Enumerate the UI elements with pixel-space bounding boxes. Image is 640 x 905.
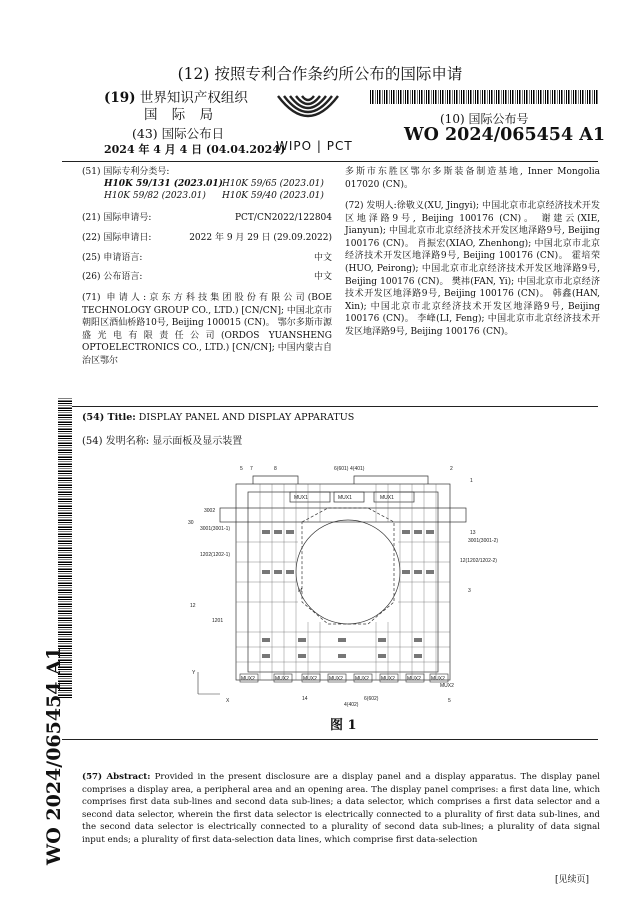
svg-text:1202(1202-1): 1202(1202-1) [200, 552, 231, 558]
continued-label: [见续页] [555, 875, 590, 885]
field-22: (22) 国际申请日: 2022 年 9 月 29 日 (29.09.2022) [82, 233, 332, 243]
field-72: (72) 发明人:徐敬义(XU, Jingyi); 中国北京市北京经济技术开发区地泽路9号, Beijing 100176 (CN)。 谢建云(XIE, Jianyun); 中国北京市北京经济技术开发区地泽路9号, Beijing 100176 (CN)。 肖振宏(XIAO, Zhenhong); 中国北京市北京经济技术开发区地泽路9号, Beijing 100176 (CN)。 霍培荣(HUO, Peirong); 中国北京市北京经济技术开发区地泽路9号, Beijing 100176 (CN)。 樊祎(FAN, Yi); 中国北京市北京经济技术开发区地泽路9号, Beijing 100176 (CN)。 韩鑫(HAN, Xin); 中国北京市北京经济技术开发区地泽路9号, Beijing 100176 (CN)。 李峰(LI, Feng); 中国北京市北京经济技术开发区地泽路9号, Beijing 100176 (CN)。 [345, 201, 600, 337]
field-21: (21) 国际申请号: PCT/CN2022/122804 [82, 213, 332, 223]
svg-text:MUX2: MUX2 [241, 676, 255, 682]
abstract: (57) Abstract: Provided in the present disclosure are a display panel and a display apparatus. The display panel comprises a display area, a peripheral area and an opening area. The display panel comprises: a first data line, which comprises first data sub-lines and second data sub-lines; a data selector, which comprises a first data selector and a second data selector, wherein the first data selector is electrically connected to a plurality of first data sub-lines, and the second data selector is electrically connected to a plurality of second data sub-lines; a plurality of data signal input ends; a plurality of first data-selection data lines, which comprise first data-selection [82, 772, 601, 845]
svg-text:MUX2: MUX2 [407, 676, 421, 682]
biblio-divider [62, 406, 598, 407]
svg-text:6(602): 6(602) [364, 696, 379, 702]
svg-text:MUX1: MUX1 [380, 495, 394, 501]
svg-text:5: 5 [448, 698, 451, 704]
field-51: (51) 国际专利分类号: H10K 59/131 (2023.01) H10K 59/65 (2023.01) H10K 59/82 (2023.01) H10K 59/40 (2023.01) [82, 167, 324, 201]
svg-text:1: 1 [470, 478, 473, 484]
svg-text:6(601): 6(601) [334, 466, 349, 472]
field-26: (26) 公布语言: 中文 [82, 272, 332, 282]
publication-number: WO 2024/065454 A1 [404, 125, 605, 145]
svg-text:3001(3001-1): 3001(3001-1) [200, 526, 231, 532]
svg-text:3002: 3002 [204, 508, 216, 514]
title-en: (54) Title: DISPLAY PANEL AND DISPLAY APPARATUS [82, 412, 355, 423]
svg-text:MUX2: MUX2 [355, 676, 369, 682]
org-name: (19) 世界知识产权组织 [104, 90, 248, 106]
wipo-pct-logo-text: WIPO | PCT [276, 139, 353, 153]
svg-text:MUX2: MUX2 [329, 676, 343, 682]
wipo-logo-icon [268, 90, 348, 138]
svg-text:30: 30 [188, 520, 194, 526]
side-publication-number: WO 2024/065454 A1 [43, 646, 65, 866]
svg-text:MUX1: MUX1 [338, 495, 352, 501]
pubno-label: (10) 国际公布号 [440, 112, 529, 126]
svg-text:14: 14 [302, 696, 308, 702]
svg-text:7: 7 [250, 466, 253, 472]
svg-text:3001(3001-2): 3001(3001-2) [468, 538, 499, 544]
svg-text:4(401): 4(401) [350, 466, 365, 472]
svg-text:MUX1: MUX1 [294, 495, 308, 501]
svg-text:MUX2: MUX2 [440, 683, 454, 689]
svg-text:3: 3 [468, 588, 471, 594]
svg-text:2: 2 [450, 466, 453, 472]
figure-label: 图 1 [330, 718, 357, 733]
header-divider [62, 161, 598, 162]
svg-text:13: 13 [470, 530, 476, 536]
svg-text:X: X [226, 698, 230, 704]
document-title: (12) 按照专利合作条约所公布的国际申请 [177, 65, 463, 83]
figure-divider [62, 739, 598, 740]
field-71: (71) 申请人:京东方科技集团股份有限公司(BOE TECHNOLOGY GROUP CO., LTD.) [CN/CN]; 中国北京市朝阳区酒仙桥路10号, Beijing 100015 (CN)。 鄂尔多斯市源盛光电有限责任公司(ORDOS YUANSHENG OPTOELECTRONICS CO., LTD.) [CN/CN]; 中国内蒙古自治区鄂尔 [82, 293, 332, 366]
svg-text:12(1202/1202-2): 12(1202/1202-2) [460, 558, 497, 564]
figure-1-diagram [178, 462, 508, 710]
field-25: (25) 申请语言: 中文 [82, 253, 332, 263]
svg-text:MUX2: MUX2 [381, 676, 395, 682]
pubdate-label: (43) 国际公布日 [132, 126, 225, 141]
title-cn: (54) 发明名称: 显示面板及显示装置 [82, 436, 243, 447]
svg-text:1201: 1201 [212, 618, 224, 624]
svg-text:MUX2: MUX2 [275, 676, 289, 682]
svg-text:MUX2: MUX2 [431, 676, 445, 682]
svg-text:8: 8 [274, 466, 277, 472]
svg-text:MUX2: MUX2 [303, 676, 317, 682]
pubdate: 2024 年 4 月 4 日 (04.04.2024) [104, 143, 286, 156]
svg-text:4(402): 4(402) [344, 702, 359, 708]
svg-text:Y: Y [192, 670, 196, 676]
svg-text:12: 12 [190, 603, 196, 609]
svg-text:5: 5 [240, 466, 243, 472]
applicant-address-cont: 多斯市东胜区鄂尔多斯装备制造基地, Inner Mongolia 017020 (CN)。 [345, 167, 600, 190]
barcode [370, 90, 598, 104]
svg-text:M: M [298, 588, 303, 594]
org-bureau: 国 际 局 [144, 107, 219, 123]
